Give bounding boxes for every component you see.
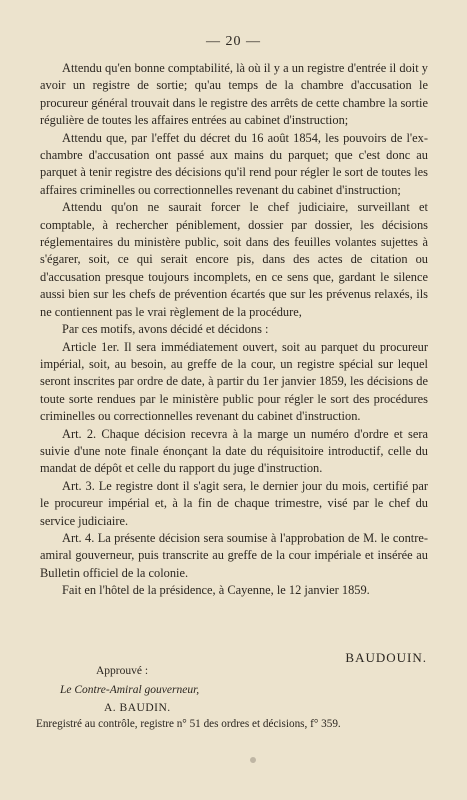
paragraph-article-2: Art. 2. Chaque décision recevra à la marge un numéro d'ordre et sera suivie d'une note finale énonçant la date du réquisitoire introductif, celle du mandat de dépôt et celle du rapport du juge d'instruction. — [40, 426, 428, 476]
paragraph-article-4: Art. 4. La présente décision sera soumise à l'approbation de M. le contre-amiral gouverneur, puis transcrite au greffe de la cour impériale et insérée au Bulletin officiel de la colonie. — [40, 530, 428, 580]
paragraph-article-1: Article 1er. Il sera immédiatement ouvert, soit au parquet du procureur impérial, soit, au besoin, au greffe de la cour, un registre spécial sur lequel seront inscrites par ordre de date, à partir du 1er janvier 1859, les décisions de toute sorte rendues par le ministère public pour régler le sort des procédures criminelles ou correctionnelles revenant du cabinet d'instruction. — [40, 339, 428, 424]
ink-spot — [250, 757, 256, 763]
page-number: — 20 — — [206, 34, 261, 49]
registration-note: Enregistré au contrôle, registre n° 51 des ordres et décisions, f° 359. — [36, 718, 341, 730]
paragraph-motifs: Par ces motifs, avons décidé et décidons : — [62, 322, 269, 337]
approval-name: A. BAUDIN. — [104, 702, 171, 714]
signature-baudouin: BAUDOUIN. — [345, 650, 427, 665]
approval-role: Le Contre-Amiral gouverneur, — [60, 684, 200, 696]
paragraph-attendu-1: Attendu qu'en bonne comptabilité, là où il y a un registre d'entrée il doit y avoir un registre de sortie; qu'au temps de la chambre d'accusation le procureur général trouvait dans le registre des arrêts de cette chambre la sortie régulière de toutes les affaires entrées au cabinet d'instruction; — [40, 61, 428, 128]
paragraph-attendu-3: Attendu qu'on ne saurait forcer le chef judiciaire, surveillant et comptable, à rechercher péniblement, dossier par dossier, les décisions réglementaires du ministère public, soit dans des feuilles volantes sujettes à s'égarer, soit, ce qui serait encore pis, dans des actes de citation ou d'accusation presque toujours incomplets, en ce sens que, gardant le silence aussi bien sur les chefs de prévention écartés que sur les prévenus relaxés, ils ne contiennent pas le vrai règlement de la procédure, — [40, 200, 428, 319]
document-body — [40, 60, 428, 600]
approval-label: Approuvé : — [96, 665, 149, 677]
paragraph-article-3: Art. 3. Le registre dont il s'agit sera, le dernier jour du mois, certifié par le procureur impérial et, à la fin de chaque trimestre, visé par le chef du service judiciaire. — [40, 478, 428, 528]
paragraph-date-place: Fait en l'hôtel de la présidence, à Cayenne, le 12 janvier 1859. — [62, 583, 370, 598]
paragraph-attendu-2: Attendu que, par l'effet du décret du 16 août 1854, les pouvoirs de l'ex-chambre d'accusation ont passé aux mains du parquet; que c'est donc au parquet à tenir registre des décisions qu'il rend pour régler le sort de toutes les affaires criminelles ou correctionnelles revenant du cabinet d'instruction; — [40, 130, 428, 197]
